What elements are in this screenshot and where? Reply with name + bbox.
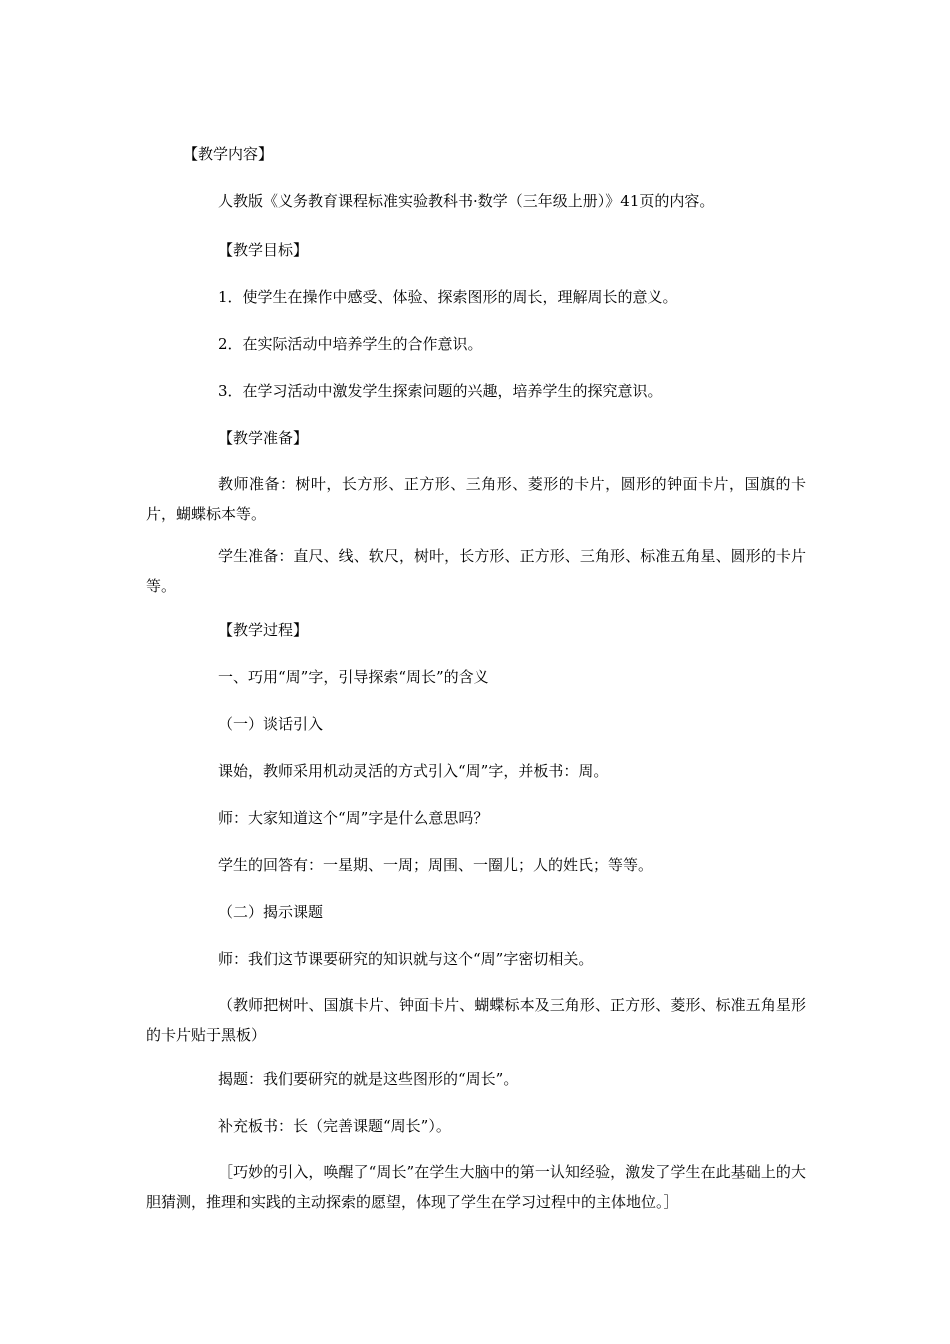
paragraph-teacher-question: 师：大家知道这个“周”字是什么意思吗？ — [218, 809, 489, 827]
heading-teaching-content: 【教学内容】 — [183, 145, 274, 163]
section-heading-1: 一、巧用“周”字，引导探索“周长”的含义 — [218, 668, 489, 686]
paragraph-board-note: 补充板书：长（完善课题“周长”）。 — [218, 1117, 451, 1135]
subsection-heading-2: （二）揭示课题 — [218, 903, 324, 921]
paragraph-reveal-topic: 揭题：我们要研究的就是这些图形的“周长”。 — [218, 1070, 519, 1088]
paragraph-teacher-link: 师：我们这节课要研究的知识就与这个“周”字密切相关。 — [218, 950, 594, 968]
prep-student-paragraph: 学生准备：直尺、线、软尺，树叶，长方形、正方形、三角形、标准五角星、圆形的卡片等。 — [146, 547, 806, 595]
subsection-heading-1: （一）谈话引入 — [218, 715, 324, 733]
goal-item-1: 1．使学生在操作中感受、体验、探索图形的周长，理解周长的意义。 — [218, 288, 678, 306]
heading-teaching-goals: 【教学目标】 — [218, 241, 309, 259]
goal-item-3: 3．在学习活动中激发学生探索问题的兴趣，培养学生的探究意识。 — [218, 382, 663, 400]
paragraph-cards: （教师把树叶、国旗卡片、钟面卡片、蝴蝶标本及三角形、正方形、菱形、标准五角星形的卡片贴于黑板） — [146, 996, 806, 1044]
paragraph-comment: ［巧妙的引入，唤醒了“周长”在学生大脑中的第一认知经验，激发了学生在此基础上的大胆猜测，推理和实践的主动探索的愿望，体现了学生在学习过程中的主体地位。］ — [146, 1163, 806, 1211]
paragraph-student-answers: 学生的回答有：一星期、一周；周围、一圈儿；人的姓氏；等等。 — [218, 856, 654, 874]
paragraph-intro: 课始，教师采用机动灵活的方式引入“周”字，并板书：周。 — [218, 762, 609, 780]
content-text: 人教版《义务教育课程标准实验教科书·数学（三年级上册）》41页的内容。 — [218, 192, 715, 210]
heading-teaching-process: 【教学过程】 — [218, 621, 309, 639]
goal-item-2: 2．在实际活动中培养学生的合作意识。 — [218, 335, 483, 353]
prep-teacher-paragraph: 教师准备：树叶，长方形、正方形、三角形、菱形的卡片，圆形的钟面卡片，国旗的卡片，蝴蝶标本等。 — [146, 475, 806, 523]
heading-teaching-prep: 【教学准备】 — [218, 429, 309, 447]
